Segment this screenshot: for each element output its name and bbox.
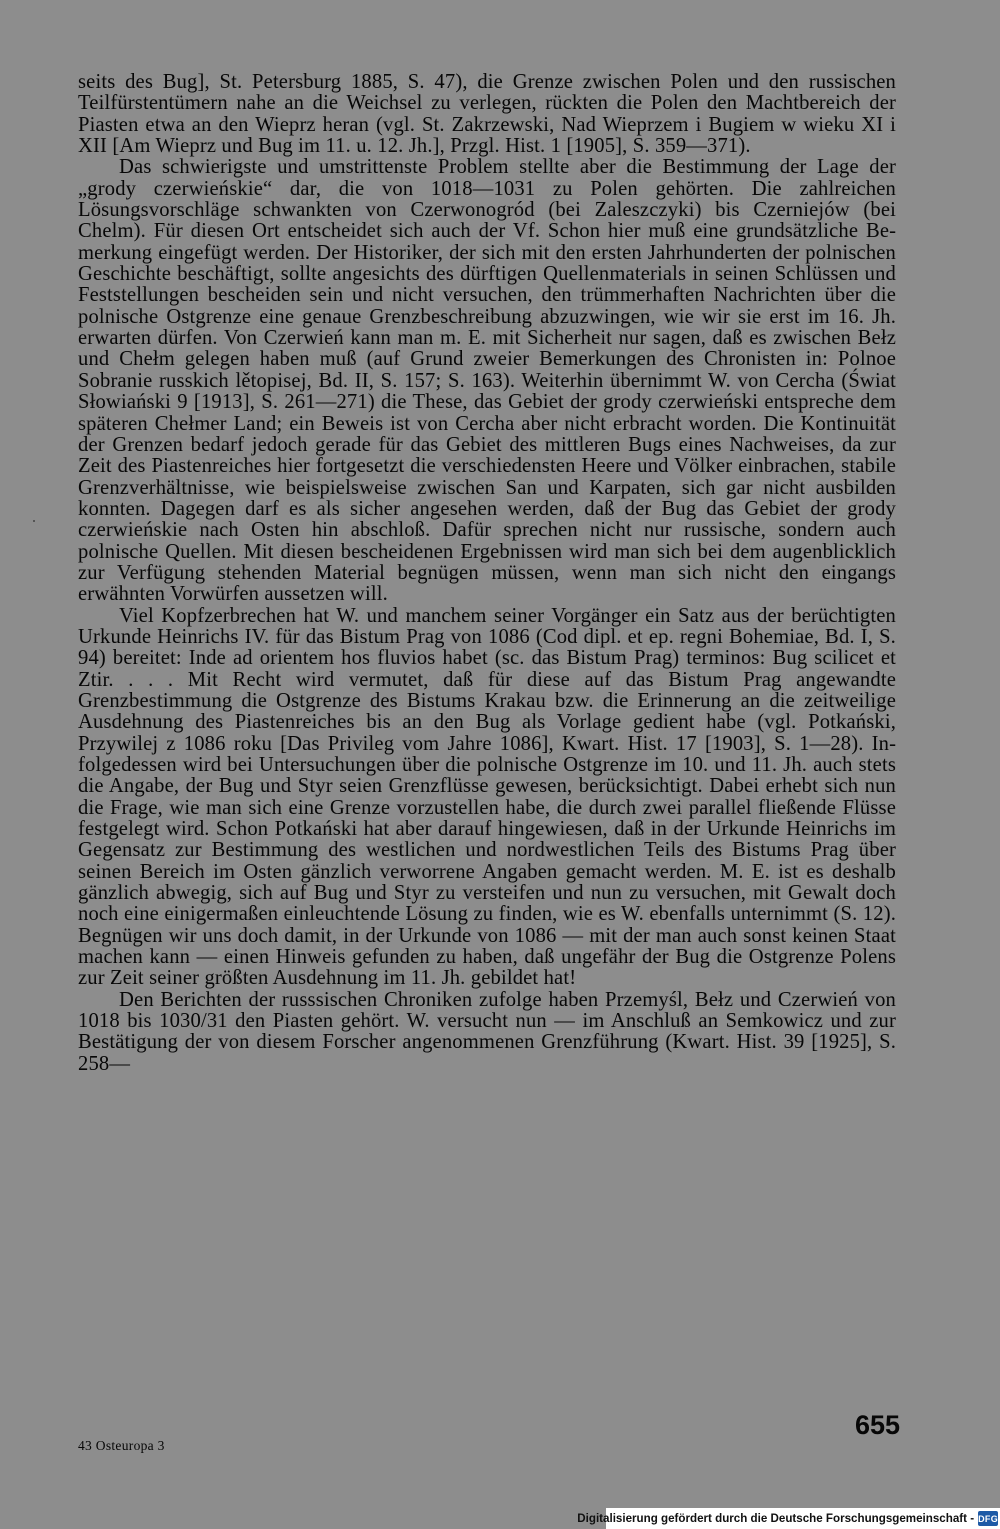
- paragraph-continuation: seits des Bug], St. Petersburg 1885, S. 47), die Grenze zwischen Polen und den russischen Teilfürstentümern nahe an die Weichsel zu verlegen, rückten die Polen den Machtbereich der Piasten etwa an den Wieprz heran (vgl. St. Zakrzewski, Nad Wieprzem i Bugiem w wieku XI i XII [Am Wieprz und Bug im 11. u. 12. Jh.], Przgl. Hist. 1 [1905], S. 359—371).: [78, 71, 896, 158]
- dfg-logo-text: DFG: [978, 1513, 998, 1524]
- paragraph-russian-chronicles: Den Berichten der russsischen Chroniken zufolge haben Przemyśl, Bełz und Czerwień von 1018 bis 1030/31 den Piasten gehört. W. versucht nun — im Anschluß an Semkowicz und zur Bestätigung der von diesem Forscher angenommenen Grenzführung (Kwart. Hist. 39 [1925], S. 258—: [78, 988, 896, 1075]
- page-number: 655: [855, 1410, 901, 1440]
- digitization-credit-strip: [577, 1508, 1000, 1529]
- paragraph-prague-charter: Viel Kopfzerbrechen hat W. und manchem seiner Vorgänger ein Satz aus der berüchtigten Urkunde Heinrichs IV. für das Bistum Prag von 1086 (Cod dipl. et ep. regni Bohemiae, Bd. I, S. 94) bereitet: Inde ad orientem hos fluvios habet (sc. das Bistum Prag) terminos: Bug scilicet et Ztir. . . . Mit Recht wird vermutet, daß für diese auf das Bistum Prag angewandte Grenzbestimmung die Ostgrenze des Bistums Krakau bzw. die Erinnerung an die zeitweilige Ausdehnung des Piastenreiches bis an den Bug als Vorlage gedient habe (vgl. Potkański, Przywilej z 1086 roku [Das Privileg vom Jahre 1086], Kwart. Hist. 17 [1903], S. 1—28). Infolgedessen wird bei Untersuchungen über die polnische Ostgrenze im 10. und 11. Jh. auch stets die Angabe, der Bug und Styr seien Grenzflüsse gewesen, berücksichtigt. Dabei erhebt sich nun die Frage, wie man sich eine Grenze vorzustellen habe, die durch zwei parallel fließende Flüsse festgelegt wird. Schon Potkański hat aber darauf hingewiesen, daß in der Urkunde Heinrichs im Gegensatz zur Bestimmung des westlichen und nordwestlichen Teils des Bistums Prag über seinen Bereich im Osten gänzlich verworrene Angaben gemacht werden. M. E. ist es deshalb gänzlich abwegig, sich auf Bug und Styr zu versteifen und nun zu versuchen, mit Gewalt doch noch eine einigermaßen einleuchtende Lösung zu finden, wie es W. ebenfalls unternimmt (S. 12). Begnügen wir uns doch damit, in der Urkunde von 1086 — mit der man auch sonst keinen Staat machen kann — einen Hinweis gefunden zu haben, daß ungefähr der Bug die Ostgrenze Polens zur Zeit seiner größten Ausdehnung im 11. Jh. gebildet hat!: [78, 604, 896, 990]
- paragraph-grody-czerwienskie: Das schwierigste und umstrittenste Problem stellte aber die Bestimmung der Lage der „grody czerwieńskie“ dar, die von 1018—1031 zu Polen gehörten. Die zahlreichen Lösungsvorschläge schwankten von Czerwonogród (bei Zaleszczyki) bis Czerniejów (bei Chelm). Für diesen Ort entscheidet sich auch der Vf. Schon hier muß eine grundsätzliche Bemerkung eingefügt werden. Der Historiker, der sich mit den ersten Jahrhunderten der polnischen Geschichte beschäftigt, sollte angesichts des dürftigen Quellenmaterials in seinen Schlüssen und Feststellungen bescheiden sein und nicht versuchen, den trümmerhaften Nachrichten über die polnische Ostgrenze eine genaue Grenzbeschreibung abzuzwingen, wie wir sie erst im 16. Jh. erwarten dürfen. Von Czerwień kann man m. E. mit Sicherheit nur sagen, daß es zwischen Bełz und Chełm gelegen haben muß (auf Grund zweier Bemerkungen des Chronisten in: Polnoe Sobranie russkich lětopisej, Bd. II, S. 157; S. 163). Weiterhin übernimmt W. von Cercha (Świat Słowiański 9 [1913], S. 261—271) die These, das Gebiet der grody czerwieński entspreche dem späteren Chełmer Land; ein Beweis ist von Cercha aber nicht erbracht worden. Die Kontinuität der Grenzen bedarf jedoch gerade für das Gebiet des mittleren Bugs eines Nachweises, da zur Zeit des Piastenreiches hier fortgesetzt die verschiedensten Heere und Völker einbrachen, stabile Grenzverhältnisse, wie beispielsweise zwischen San und Karpaten, sich gar nicht ausbilden konnten. Dagegen darf es als sicher angesehen werden, daß der Bug das Gebiet der grody czerwieńskie nach Osten hin abschloß. Dafür sprechen nicht nur russische, sondern auch polnische Quellen. Mit diesen bescheidenen Ergebnissen wird man sich bei dem augenblicklich zur Verfügung stehenden Material begnügen müssen, wenn man sich nicht den eingangs erwähnten Vorwürfen aussetzen will.: [78, 156, 896, 606]
- margin-speck: [33, 520, 35, 522]
- digitization-credit-text: Digitalisierung gefördert durch die Deutsche Forschungsgemeinschaft -: [577, 1512, 975, 1525]
- page-body: [78, 72, 896, 1075]
- signature-mark: 43 Osteuropa 3: [78, 1438, 165, 1453]
- dfg-logo-icon: [978, 1511, 998, 1526]
